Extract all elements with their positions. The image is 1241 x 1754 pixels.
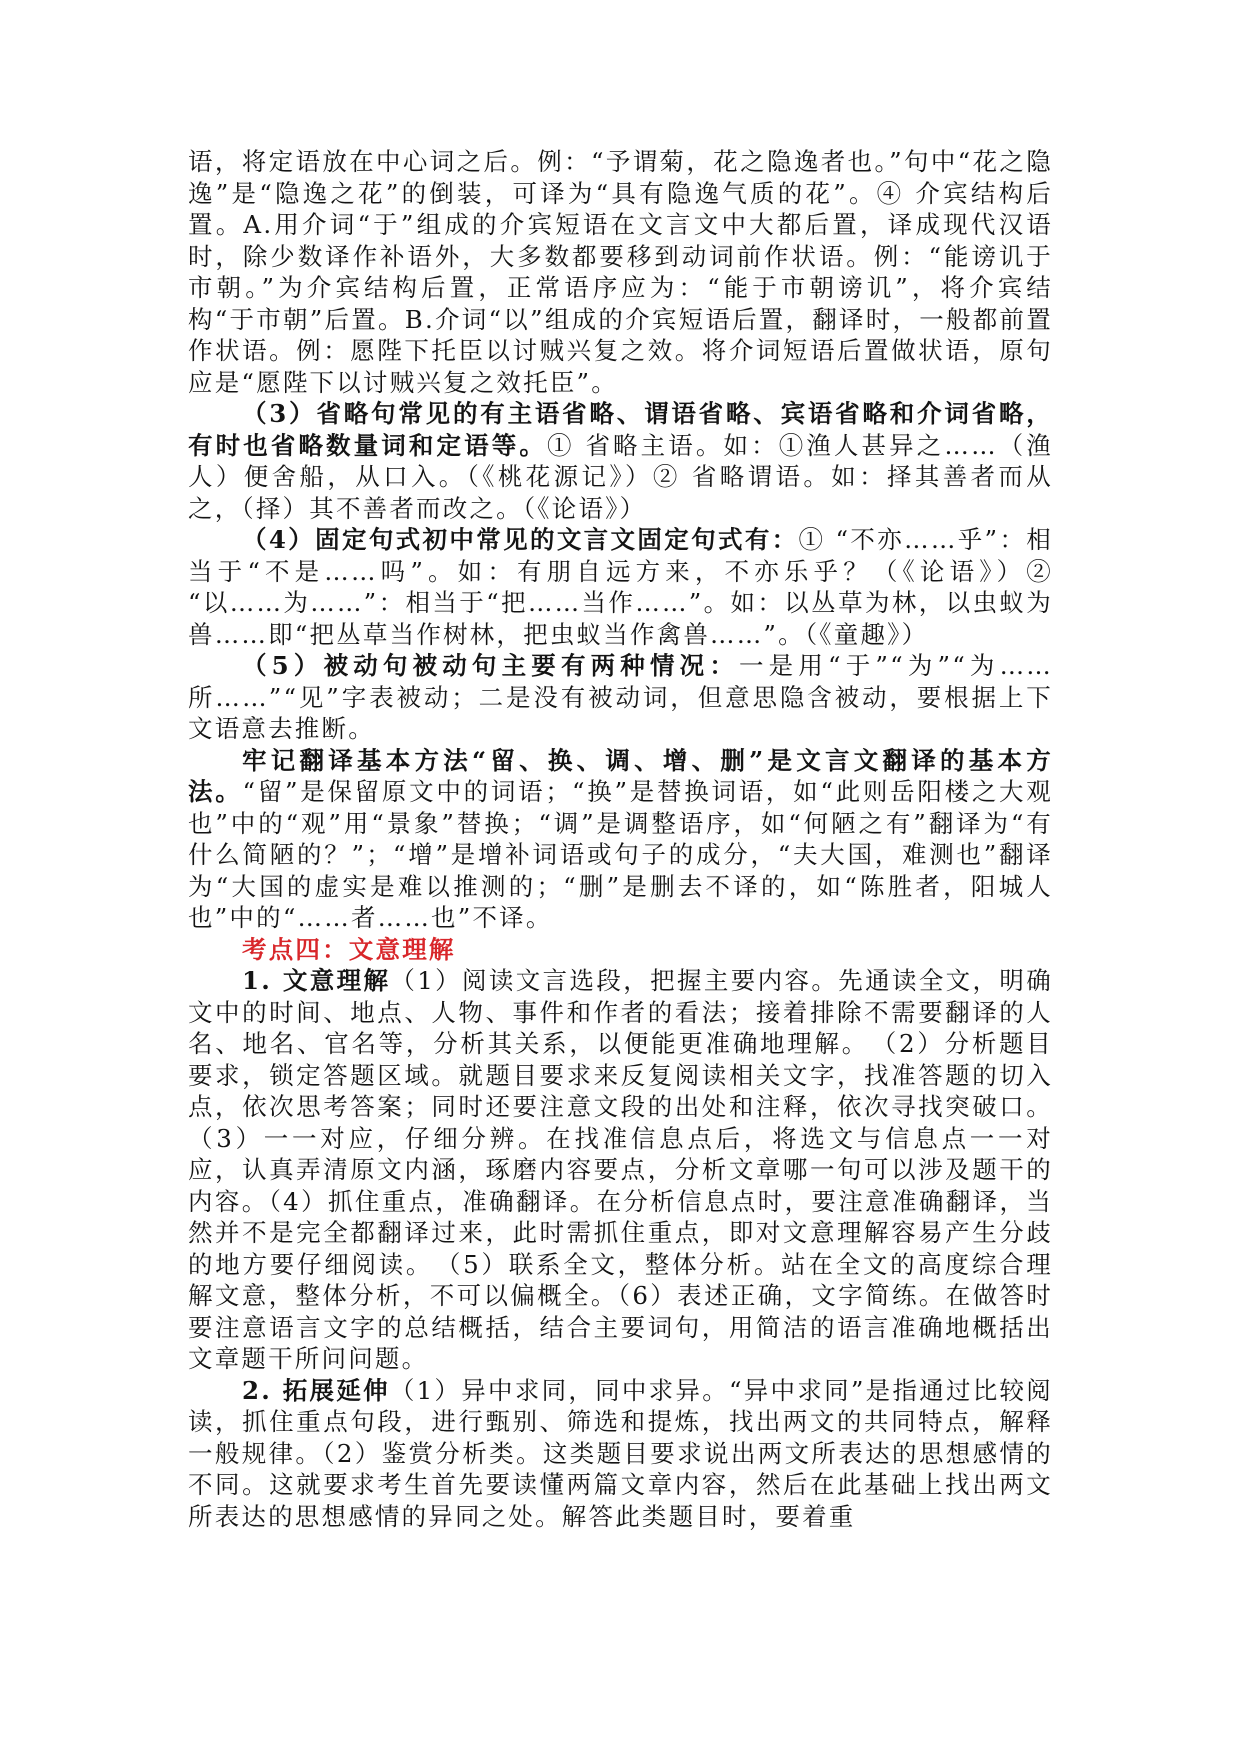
fixed-patterns-lead: （4）固定句式初中常见的文言文固定句式有： bbox=[242, 525, 799, 554]
paragraph-comprehension bbox=[188, 965, 1053, 1375]
section-heading-4: 考点四：文意理解 bbox=[242, 934, 456, 964]
extension-lead: 2. 拓展延伸 bbox=[242, 1375, 390, 1405]
paragraph-fixed-patterns bbox=[188, 524, 1053, 650]
translation-methods-lead: 牢记翻译基本方法“留、换、调、增、删”是文言文翻译的基本方法。 bbox=[188, 745, 1053, 806]
comprehension-body: （1）阅读文言选段，把握主要内容。先通读全文，明确文中的时间、地点、人物、事件和作者的看法；接着排除不需要翻译的人名、地名、官名等，分析其关系，以便能更准确地理解。 （2）分析题目要求，锁定答题区域。就题目要求来反复阅读相关文字，找准答题的切入点，依次思考答案；同时还要注意文段的出处和注释，依次寻找突破口。（3）一一对应，仔细分辨。在找准信息点后，将选文与信息点一一对应，认真弄清原文内涵，琢磨内容要点，分析文章哪一句可以涉及题干的内容。（4）抓住重点，准确翻译。在分析信息点时，要注意准确翻译，当然并不是完全都翻译过来，此时需抓住重点，即对文意理解容易产生分歧的地方要仔细阅读。 （5）联系全文，整体分析。站在全文的高度综合理解文意，整体分析，不可以偏概全。（6）表述正确，文字简练。在做答时要注意语言文字的总结概括，结合主要词句，用简洁的语言准确地概括出文章题干所问问题。 bbox=[188, 966, 1053, 1373]
passive-lead: （5）被动句被动句主要有两种情况： bbox=[242, 651, 739, 680]
paragraph-extension bbox=[188, 1375, 1053, 1533]
ellipsis-body: ① 省略主语。如：①渔人甚异之……（渔人）便舍船，从口入。（《桃花源记》）② 省略谓语。如：择其善者而从之，（择）其不善者而改之。（《论语》） bbox=[188, 430, 1053, 523]
paragraph-ellipsis bbox=[188, 398, 1053, 524]
translation-methods-body: “留”是保留原文中的词语；“换”是替换词语，如“此则岳阳楼之大观也”中的“观”用“景象”替换；“调”是调整语序，如“何陋之有”翻译为“有什么简陋的？”；“增”是增补词语或句子的成分，“夫大国，难测也”翻译为“大国的虚实是难以推测的；“删”是删去不译的，如“陈胜者，阳城人也”中的“……者……也”不译。 bbox=[188, 777, 1053, 932]
paragraph-inversion-continued: 语，将定语放在中心词之后。例：“予谓菊，花之隐逸者也。”句中“花之隐逸”是“隐逸之花”的倒装，可译为“具有隐逸气质的花”。④ 介宾结构后置。A.用介词“于”组成的介宾短语在文言文中大都后置，译成现代汉语时，除少数译作补语外，大多数都要移到动词前作状语。例：“能谤讥于市朝。”为介宾结构后置，正常语序应为：“能于市朝谤讥”，将介宾结构“于市朝”后置。B.介词“以”组成的介宾短语后置，翻译时，一般都前置作状语。例：愿陛下托臣以讨贼兴复之效。将介词短语后置做状语，原句应是“愿陛下以讨贼兴复之效托臣”。 bbox=[188, 147, 1053, 397]
passive-body: 一是用“于”“为”“为……所……”“见”字表被动；二是没有被动词，但意思隐含被动，要根据上下文语意去推断。 bbox=[188, 651, 1053, 743]
comprehension-lead: 1. 文意理解 bbox=[242, 966, 391, 995]
ellipsis-lead: （3）省略句常见的有主语省略、谓语省略、宾语省略和介词省略，有时也省略数量词和定语等。 bbox=[188, 399, 1053, 460]
paragraph-passive bbox=[188, 650, 1053, 745]
document-page bbox=[188, 146, 1053, 1532]
paragraph-translation-methods bbox=[188, 745, 1053, 934]
extension-body: （1）异中求同，同中求异。“异中求同”是指通过比较阅读，抓住重点句段，进行甄别、筛选和提炼，找出两文的共同特点，解释一般规律。（2）鉴赏分析类。这类题目要求说出两文所表达的思想感情的不同。这就要求考生首先要读懂两篇文章内容，然后在此基础上找出两文所表达的思想感情的异同之处。解答此类题目时，要着重 bbox=[188, 1375, 1053, 1531]
fixed-patterns-body: ① “不亦……乎”：相当于“不是……吗”。如：有朋自远方来，不亦乐乎？（《论语》）② “以……为……”：相当于“把……当作……”。如：以丛草为林，以虫蚁为兽……即“把丛草当作树林，把虫蚁当作禽兽……”。（《童趣》） bbox=[188, 525, 1053, 649]
